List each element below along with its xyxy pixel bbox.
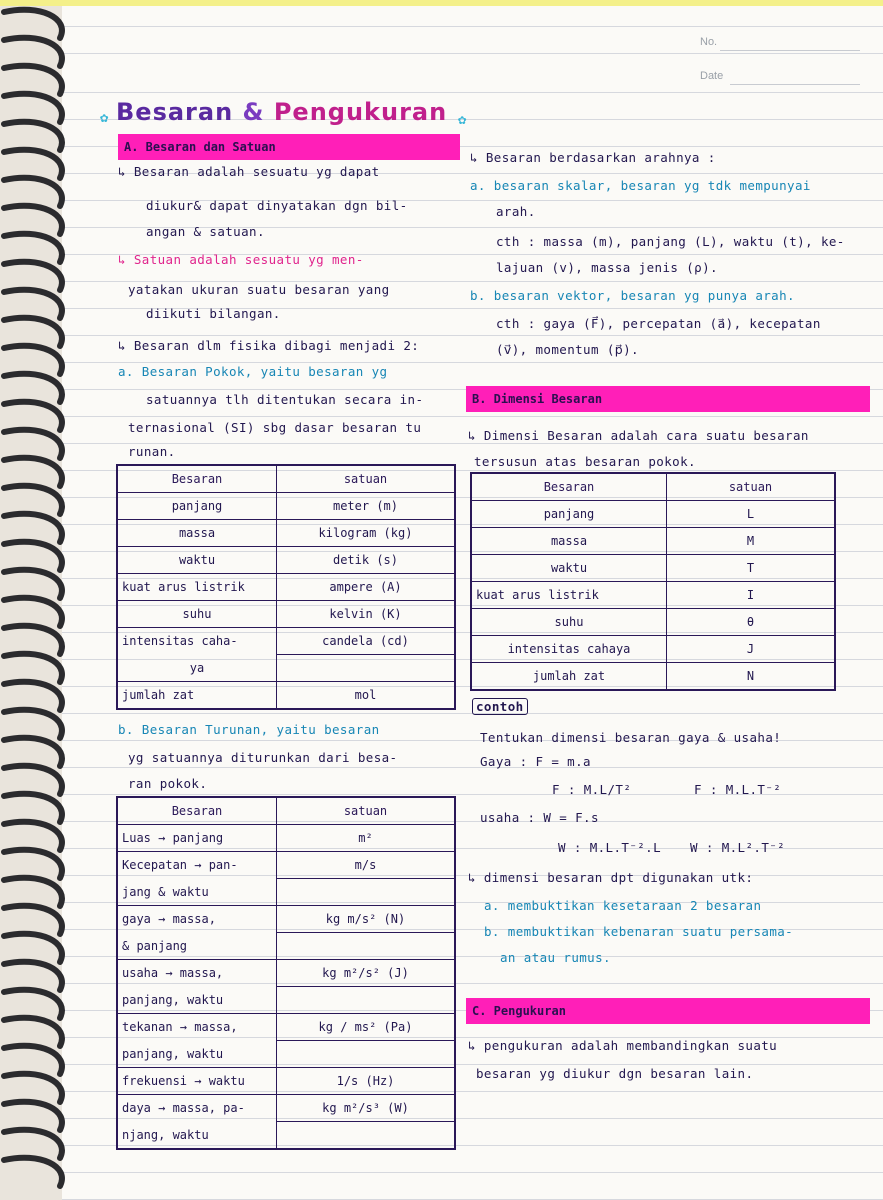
cell: ya [117,655,277,682]
cell: jumlah zat [117,682,277,710]
title-amp: & [242,98,265,126]
cell: Luas → panjang [117,825,277,852]
table-besaran-pokok [116,464,456,710]
col-header: satuan [667,473,836,501]
cell: candela (cd) [277,628,456,655]
col-header: satuan [277,797,456,825]
cell: suhu [471,609,667,636]
cell: frekuensi → waktu [117,1068,277,1095]
table-row [117,1041,455,1068]
note-line: Gaya : F = m.a [480,754,591,769]
note-line: lajuan (v), massa jenis (ρ). [496,260,718,275]
cell: kuat arus listrik [471,582,667,609]
note-line: a. membuktikan kesetaraan 2 besaran [484,898,762,913]
table-row [117,601,455,628]
table-row [117,520,455,547]
cell: kg / ms² (Pa) [277,1014,456,1041]
cell: I [667,582,836,609]
note-line: ternasional (SI) sbg dasar besaran tu [128,420,422,435]
table-row [117,960,455,987]
cell: waktu [117,547,277,574]
note-line: F : M.L/T² [552,782,632,797]
note-line: tersusun atas besaran pokok. [474,454,696,469]
cell: T [667,555,836,582]
note-line: W : M.L.T⁻².L [558,840,662,855]
table-row [117,628,455,655]
flower-icon: ✿ [100,110,109,126]
note-line: arah. [496,204,536,219]
cell: θ [667,609,836,636]
cell [277,1122,456,1150]
table-row [471,501,835,528]
table-row [471,555,835,582]
cell: suhu [117,601,277,628]
table-row [471,609,835,636]
col-header: satuan [277,465,456,493]
title-part2: Pengukuran [273,98,448,126]
table-row [117,1095,455,1122]
cell: L [667,501,836,528]
cell: daya → massa, pa- [117,1095,277,1122]
table-row [117,1014,455,1041]
cell: waktu [471,555,667,582]
note-line: F : M.L.T⁻² [694,782,782,797]
cell: m/s [277,852,456,879]
table-row [117,1122,455,1150]
cell: kuat arus listrik [117,574,277,601]
col-header: Besaran [117,797,277,825]
note-line: ↳ Dimensi Besaran adalah cara suatu besaran [468,428,809,443]
spiral-binding [0,0,75,1200]
note-line: ↳ Besaran dlm fisika dibagi menjadi 2: [118,338,420,353]
cell [277,655,456,682]
cell [277,879,456,906]
cell: usaha → massa, [117,960,277,987]
page-title [116,98,447,126]
table-row [117,655,455,682]
note-line: yatakan ukuran suatu besaran yang [128,282,390,297]
note-line: a. besaran skalar, besaran yg tdk mempunyai [470,178,811,193]
table-besaran-turunan [116,796,456,1150]
table-row [471,582,835,609]
note-line: b. besaran vektor, besaran yg punya arah. [470,288,795,303]
cell: massa [471,528,667,555]
cell: panjang, waktu [117,987,277,1014]
cell: detik (s) [277,547,456,574]
cell: massa [117,520,277,547]
cell: 1/s (Hz) [277,1068,456,1095]
note-line: ↳ Besaran berdasarkan arahnya : [470,150,716,165]
table-row [117,1068,455,1095]
cell: M [667,528,836,555]
note-line: an atau rumus. [500,950,611,965]
cell: gaya → massa, [117,906,277,933]
note-line: besaran yg diukur dgn besaran lain. [476,1066,754,1081]
cell: tekanan → massa, [117,1014,277,1041]
table-row [471,663,835,691]
note-line: a. Besaran Pokok, yaitu besaran yg [118,364,388,379]
table-row [117,825,455,852]
col-header: Besaran [471,473,667,501]
note-line: ↳ Besaran adalah sesuatu yg dapat [118,164,380,179]
col-header: Besaran [117,465,277,493]
cell: panjang [117,493,277,520]
cell: kg m/s² (N) [277,906,456,933]
section-b-heading: B. Dimensi Besaran [472,392,603,406]
table-row [117,879,455,906]
table-row [117,547,455,574]
cell: jumlah zat [471,663,667,691]
note-line: ↳ dimensi besaran dpt digunakan utk: [468,870,754,885]
table-dimensi [470,472,836,691]
table-row [117,933,455,960]
cell: kg m²/s² (J) [277,960,456,987]
date-line [730,84,860,85]
note-line: ↳ Satuan adalah sesuatu yg men- [118,252,364,267]
table-row [117,682,455,710]
cell: panjang, waktu [117,1041,277,1068]
table-row [117,906,455,933]
contoh-label: contoh [472,698,528,715]
cell: N [667,663,836,691]
cell: njang, waktu [117,1122,277,1150]
flower-icon: ✿ [458,112,467,128]
cell: m² [277,825,456,852]
section-c-heading: C. Pengukuran [472,1004,566,1018]
cell: ampere (A) [277,574,456,601]
note-line: b. membuktikan kebenaran suatu persama- [484,924,794,939]
note-line: cth : gaya (F⃗), percepatan (a⃗), kecepatan [496,316,821,331]
cell: meter (m) [277,493,456,520]
table-row [117,987,455,1014]
note-line: ↳ pengukuran adalah membandingkan suatu [468,1038,778,1053]
cell: Kecepatan → pan- [117,852,277,879]
note-line: yg satuannya diturunkan dari besa- [128,750,398,765]
cell: kilogram (kg) [277,520,456,547]
note-line: cth : massa (m), panjang (L), waktu (t), ke- [496,234,845,249]
note-line: satuannya tlh ditentukan secara in- [146,392,424,407]
note-line: diikuti bilangan. [146,306,281,321]
cell: kg m²/s³ (W) [277,1095,456,1122]
no-line [720,50,860,51]
table-row [471,636,835,663]
note-line: ran pokok. [128,776,208,791]
table-row [117,493,455,520]
section-a-heading: A. Besaran dan Satuan [124,140,276,154]
note-line: b. Besaran Turunan, yaitu besaran [118,722,380,737]
date-label: Date [700,70,724,82]
note-line: angan & satuan. [146,224,265,239]
note-line: W : M.L².T⁻² [690,840,786,855]
top-edge [0,0,883,6]
cell: J [667,636,836,663]
cell: kelvin (K) [277,601,456,628]
cell: & panjang [117,933,277,960]
note-line: usaha : W = F.s [480,810,599,825]
cell: panjang [471,501,667,528]
cell: intensitas caha- [117,628,277,655]
cell: intensitas cahaya [471,636,667,663]
no-label: No. [700,36,718,48]
cell: jang & waktu [117,879,277,906]
cell: mol [277,682,456,710]
cell [277,987,456,1014]
cell [277,1041,456,1068]
table-row [117,574,455,601]
title-part1: Besaran [116,98,234,126]
cell [277,933,456,960]
note-line: Tentukan dimensi besaran gaya & usaha! [480,730,782,745]
note-line: diukur& dapat dinyatakan dgn bil- [146,198,408,213]
table-row [471,528,835,555]
note-line: (v⃗), momentum (p⃗). [496,342,639,357]
note-line: runan. [128,444,176,459]
table-row [117,852,455,879]
